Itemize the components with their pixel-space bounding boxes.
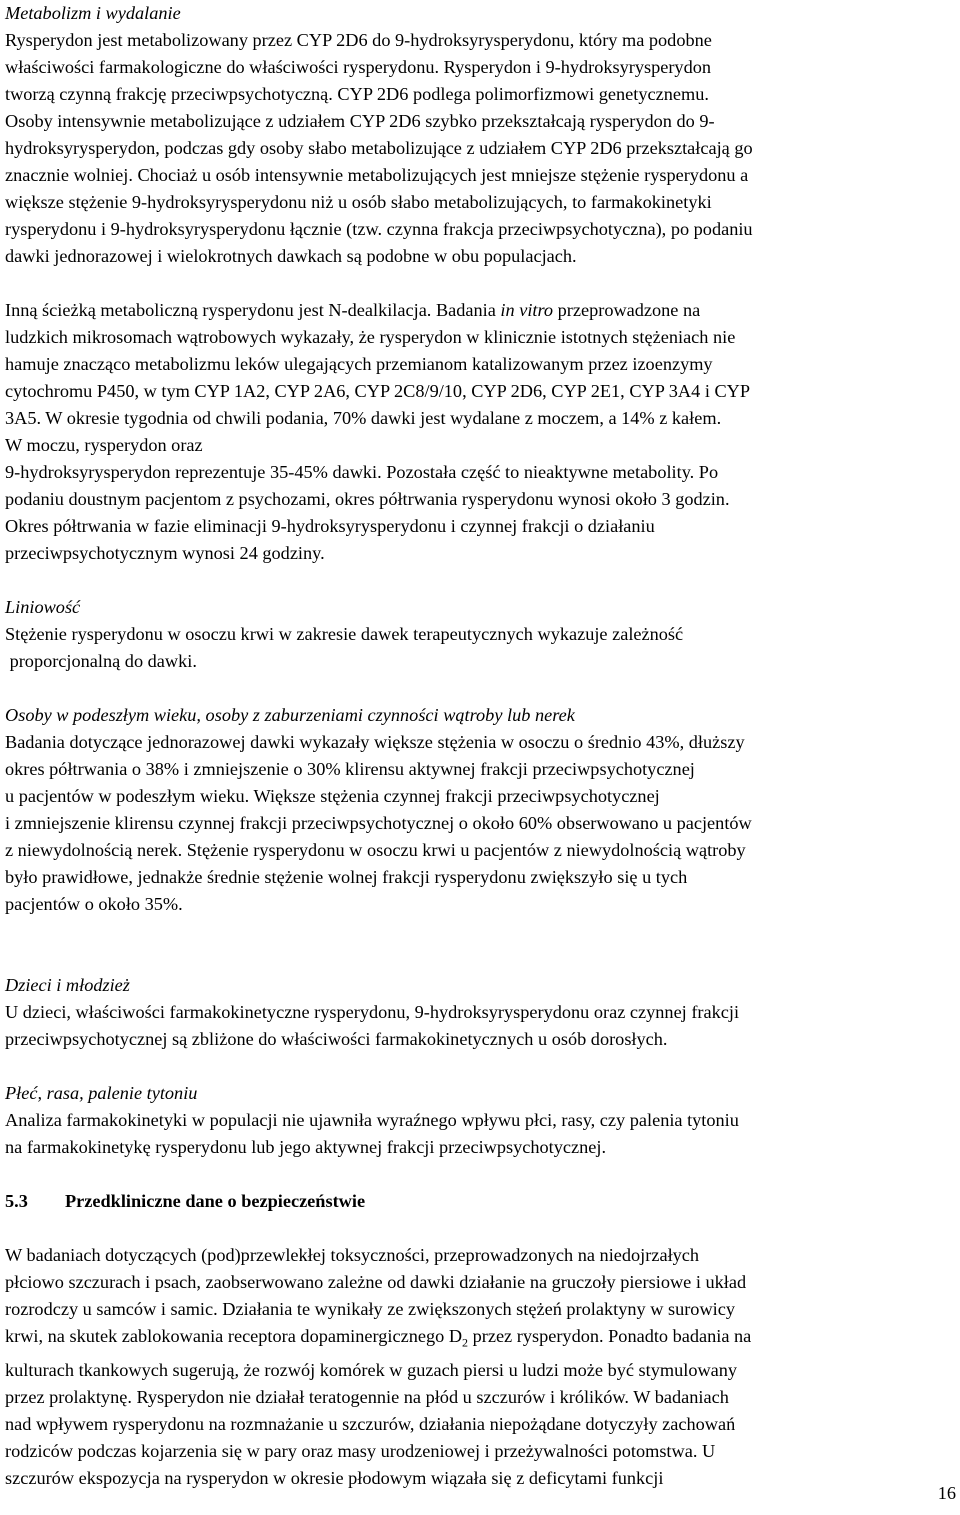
- paragraph-line: podaniu doustnym pacjentom z psychozami, okres półtrwania rysperydonu wynosi około 3 godzin.: [5, 489, 730, 509]
- paragraph-line: przeciwpsychotycznym wynosi 24 godziny.: [5, 543, 325, 563]
- paragraph-line: rysperydonu i 9-hydroksyrysperydonu łącznie (tzw. czynna frakcja przeciwpsychotyczna), po podaniu: [5, 219, 753, 239]
- paragraph-line: u pacjentów w podeszłym wieku. Większe stężenia czynnej frakcji przeciwpsychotycznej: [5, 786, 660, 806]
- paragraph-line: W moczu, rysperydon oraz: [5, 435, 203, 455]
- paragraph-line: [5, 1323, 955, 1357]
- heading-liniowosc: Liniowość: [5, 597, 81, 617]
- text-run: krwi, na skutek zablokowania receptora dopaminergicznego D: [5, 1326, 463, 1346]
- paragraph-line: przeciwpsychotycznej są zbliżone do właściwości farmakokinetycznych u osób dorosłych.: [5, 1029, 668, 1049]
- section-title: Przedkliniczne dane o bezpieczeństwie: [65, 1191, 366, 1211]
- paragraph-line: właściwości farmakologiczne do właściwości rysperydonu. Rysperydon i 9-hydroksyrysperydon: [5, 57, 711, 77]
- paragraph-line: [5, 297, 955, 324]
- paragraph-line: znacznie wolniej. Chociaż u osób intensywnie metabolizujących jest mniejsze stężenie rysperydonu a: [5, 165, 749, 185]
- paragraph-line: rodziców podczas kojarzenia się w pary oraz masy urodzeniowej i przeżywalności potomstwa. U: [5, 1440, 716, 1461]
- heading-metabolizm: Metabolizm i wydalanie: [5, 3, 181, 23]
- paragraph-line: Okres półtrwania w fazie eliminacji 9-hydroksyrysperydonu i czynnej frakcji o działaniu: [5, 516, 655, 536]
- paragraph-line: W badaniach dotyczących (pod)przewlekłej toksyczności, przeprowadzonych na niedojrzałych: [5, 1245, 700, 1265]
- heading-osoby: Osoby w podeszłym wieku, osoby z zaburzeniami czynności wątroby lub nerek: [5, 705, 575, 725]
- paragraph-line: okres półtrwania o 38% i zmniejszenie o 30% klirensu aktywnej frakcji przeciwpsychotycznej: [5, 759, 695, 779]
- section-heading: [5, 1188, 955, 1215]
- page-number: 16: [937, 1483, 956, 1503]
- paragraph-line: kulturach tkankowych sugerują, że rozwój komórek w guzach piersi u ludzi może być stymulowany: [5, 1359, 738, 1380]
- text-run: przez rysperydon. Ponadto badania na: [468, 1326, 752, 1346]
- paragraph-line: było prawidłowe, jednakże średnie stężenie wolnej frakcji rysperydonu zwiększyło się u tych: [5, 867, 688, 887]
- paragraph-line: przez prolaktynę. Rysperydon nie działał teratogennie na płód u szczurów i królików. W badaniach: [5, 1386, 729, 1407]
- text-run: przeprowadzone na: [553, 300, 701, 320]
- paragraph-line: 9-hydroksyrysperydon reprezentuje 35-45% dawki. Pozostała część to nieaktywne metabolity. Po: [5, 462, 719, 482]
- paragraph-line: Stężenie rysperydonu w osoczu krwi w zakresie dawek terapeutycznych wykazuje zależność: [5, 624, 684, 644]
- italic-term: in vitro: [500, 300, 554, 320]
- paragraph-line: nad wpływem rysperydonu na rozmnażanie u szczurów, działania niepożądane dotyczyły zachowań: [5, 1413, 736, 1434]
- document-page: [5, 0, 955, 1492]
- paragraph-line: tworzą czynną frakcję przeciwpsychotyczną. CYP 2D6 podlega polimorfizmowi genetycznemu.: [5, 84, 709, 104]
- paragraph-line: U dzieci, właściwości farmakokinetyczne rysperydonu, 9-hydroksyrysperydonu oraz czynnej frakcji: [5, 1002, 740, 1022]
- paragraph-line: 3A5. W okresie tygodnia od chwili podania, 70% dawki jest wydalane z moczem, a 14% z kałem.: [5, 408, 722, 428]
- heading-dzieci: Dzieci i młodzież: [5, 975, 130, 995]
- section-number: 5.3: [5, 1191, 28, 1211]
- paragraph-line: większe stężenie 9-hydroksyrysperydonu niż u osób słabo metabolizujących, to farmakokinetyki: [5, 192, 712, 212]
- paragraph-line: szczurów ekspozycja na rysperydon w okresie płodowym wiązała się z deficytami funkcji: [5, 1467, 664, 1488]
- subscript: 2: [462, 1335, 469, 1350]
- paragraph-line: na farmakokinetykę rysperydonu lub jego aktywnej frakcji przeciwpsychotycznej.: [5, 1137, 607, 1157]
- paragraph-line: dawki jednorazowej i wielokrotnych dawkach są podobne w obu populacjach.: [5, 246, 577, 266]
- paragraph-line: ludzkich mikrosomach wątrobowych wykazały, że rysperydon w klinicznie istotnych stężeniach nie: [5, 327, 736, 347]
- paragraph-line: hydroksyrysperydon, podczas gdy osoby słabo metabolizujące z udziałem CYP 2D6 przekształcają go: [5, 138, 753, 158]
- paragraph-line: Badania dotyczące jednorazowej dawki wykazały większe stężenia w osoczu o średnio 43%, dłuższy: [5, 732, 745, 752]
- paragraph-line: z niewydolnością nerek. Stężenie rysperydonu w osoczu krwi u pacjentów z niewydolnością wątroby: [5, 840, 746, 860]
- paragraph-line: Analiza farmakokinetyki w populacji nie ujawniła wyraźnego wpływu płci, rasy, czy palenia tytoniu: [5, 1110, 739, 1130]
- paragraph-line: Osoby intensywnie metabolizujące z udziałem CYP 2D6 szybko przekształcają rysperydon do 9-: [5, 111, 715, 131]
- paragraph-line: rozrodczy u samców i samic. Działania te wynikały ze zwiększonych stężeń prolaktyny w surowicy: [5, 1299, 735, 1319]
- paragraph-line: cytochromu P450, w tym CYP 1A2, CYP 2A6, CYP 2C8/9/10, CYP 2D6, CYP 2E1, CYP 3A4 i CYP: [5, 381, 751, 401]
- paragraph-line: hamuje znacząco metabolizmu leków ulegających przemianom katalizowanym przez izoenzymy: [5, 354, 713, 374]
- paragraph-line: i zmniejszenie klirensu czynnej frakcji przeciwpsychotycznej o około 60% obserwowano u pacjentów: [5, 813, 752, 833]
- text-run: Inną ścieżką metaboliczną rysperydonu jest N-dealkilacja. Badania: [5, 300, 501, 320]
- heading-plec: Płeć, rasa, palenie tytoniu: [5, 1083, 198, 1103]
- paragraph-line: pacjentów o około 35%.: [5, 894, 183, 914]
- paragraph-line: proporcjonalną do dawki.: [5, 651, 197, 671]
- paragraph-line: Rysperydon jest metabolizowany przez CYP 2D6 do 9-hydroksyrysperydonu, który ma podobne: [5, 30, 712, 50]
- paragraph-line: płciowo szczurach i psach, zaobserwowano zależne od dawki działanie na gruczoły piersiowe i układ: [5, 1272, 747, 1292]
